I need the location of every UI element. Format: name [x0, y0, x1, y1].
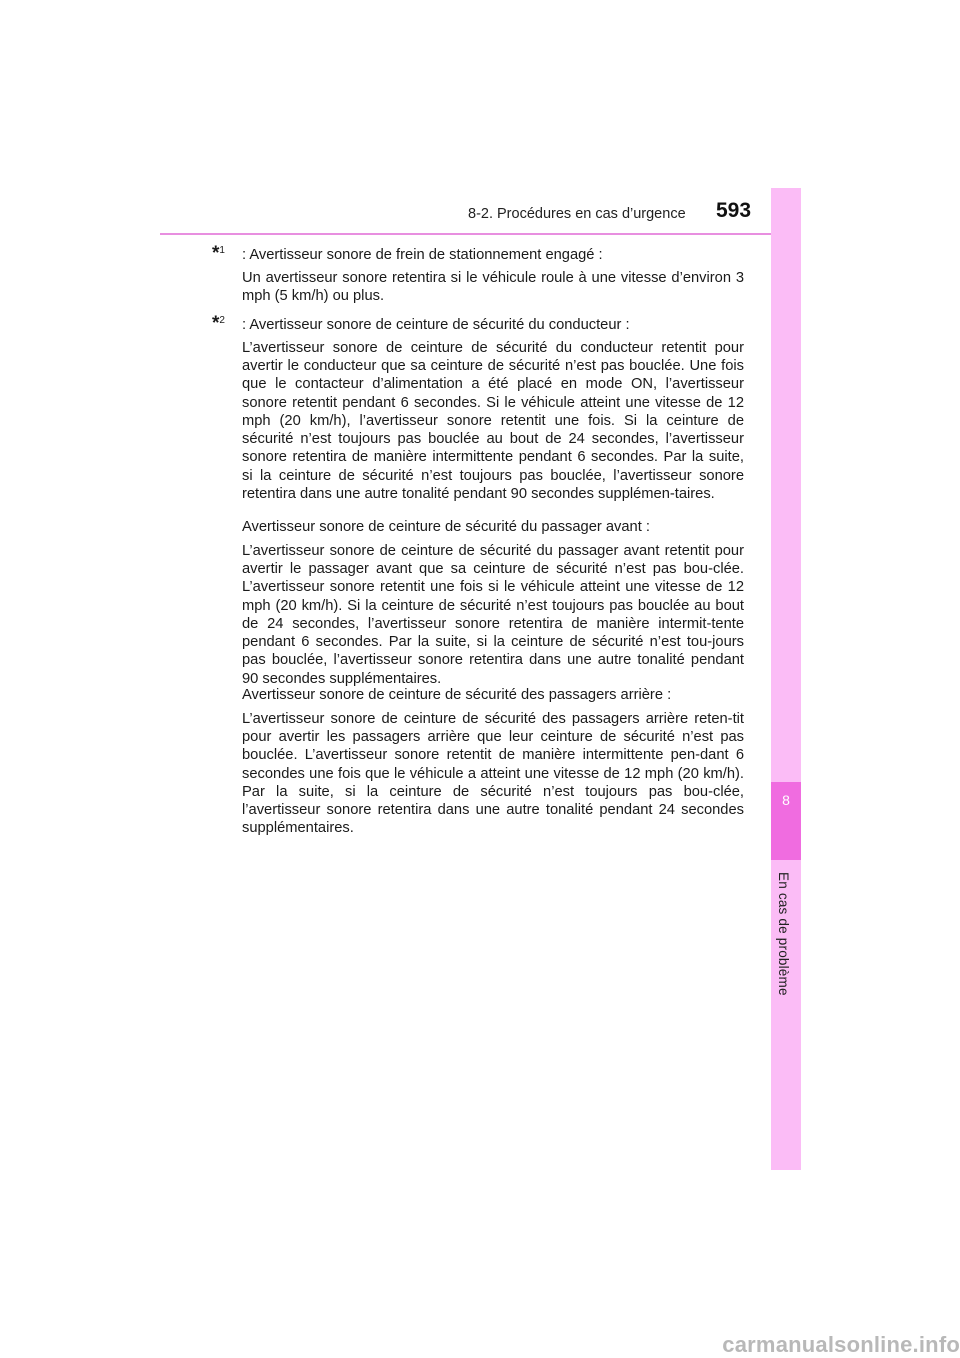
note-2-paragraph-2: Avertisseur sonore de ceinture de sécurité du passager avant :	[242, 518, 650, 535]
note-2-paragraph-4: Avertisseur sonore de ceinture de sécurité des passagers arrière :	[242, 686, 672, 703]
note-2-paragraph-3: L’avertisseur sonore de ceinture de sécurité du passager avant retentit pour avertir le passager avant que sa ceinture de sécurité n’est pas bou-clée. L’avertisseur sonore retentit une fois si le véhicule atteint une vitesse de 12 mph (20 km/h). Si la ceinture de sécurité n’est toujours pas bouclée au bout de 24 secondes, l’avertisseur sonore retentira de manière intermit-tente pendant 6 secondes. Par la suite, si la ceinture de sécurité n’est tou-jours pas bouclée, l’avertisseur sonore retentira dans une autre tonalité pendant 90 secondes supplémentaires.	[242, 542, 744, 687]
site-watermark: carmanualsonline.info	[722, 1332, 960, 1357]
chapter-side-tab	[771, 188, 801, 1170]
running-header-section: 8-2. Procédures en cas d’urgence	[468, 206, 686, 222]
note-1-paragraph-1: Un avertisseur sonore retentira si le véhicule roule à une vitesse d’environ 3 mph (5 km/h) ou plus.	[242, 269, 744, 304]
footnote-marker: *$^1$	[212, 243, 225, 264]
chapter-title: En cas de problème	[776, 872, 791, 996]
header-divider	[160, 233, 800, 235]
note-separator: :	[242, 247, 247, 263]
note-2-title: Avertisseur sonore de ceinture de sécurité du conducteur :	[249, 317, 630, 333]
note-1-heading	[212, 242, 603, 264]
note-2-paragraph-5: L’avertisseur sonore de ceinture de sécurité des passagers arrière reten-tit pour avertir les passagers arrière que leur ceinture de sécurité n’est pas bouclée. L’avertisseur sonore retentit de manière intermittente pen-dant 6 secondes une fois que le véhicule a atteint une vitesse de 12 mph (20 km/h). Par la suite, si la ceinture de sécurité n’est toujours pas bou-clée, l’avertisseur sonore retentira dans une autre tonalité pendant 24 secondes supplémentaires.	[242, 710, 744, 837]
page-number: 593	[716, 199, 752, 222]
footnote-marker: *$^2$	[212, 313, 225, 334]
note-separator: :	[242, 317, 247, 333]
note-2-heading	[212, 312, 630, 334]
note-2-paragraph-1: L’avertisseur sonore de ceinture de sécurité du conducteur retentit pour avertir le conducteur que sa ceinture de sécurité n’est pas bouclée. Une fois que le contacteur d’alimentation a été placé en mode ON, l’avertisseur sonore retentit pendant 6 secondes. Si le véhicule atteint une vitesse de 12 mph (20 km/h), l’avertisseur sonore retentit une fois. Si la ceinture de sécurité n’est toujours pas bouclée au bout de 24 secondes, l’avertisseur sonore retentira de manière intermittente pendant 6 secondes. Par la suite, si la ceinture de sécurité n’est toujours pas bouclée, l’avertisseur sonore retentira dans une autre tonalité pendant 90 secondes supplémen-taires.	[242, 339, 744, 503]
chapter-number: 8	[782, 792, 790, 808]
note-1-title: Avertisseur sonore de frein de stationnement engagé :	[249, 247, 603, 263]
